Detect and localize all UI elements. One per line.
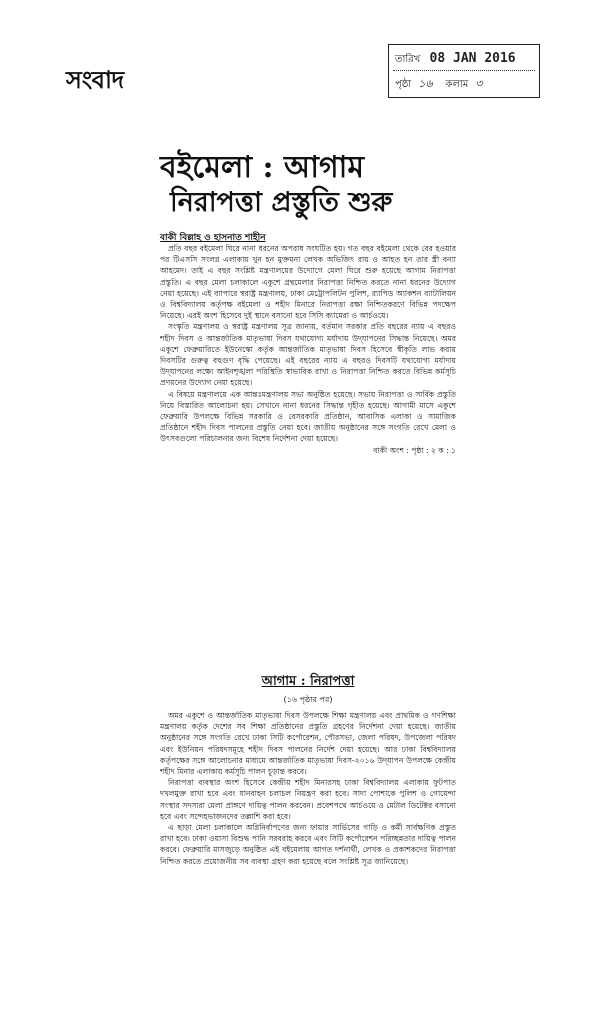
continued-section-title: আগাম : নিরাপত্তা [261,674,355,689]
stamp-column-value: ৩ [475,77,483,90]
stamp-date-label: তারিখ [395,54,421,65]
body-paragraph: সংস্কৃতি মন্ত্রণালয় ও স্বরাষ্ট্র মন্ত্রণালয় সূত্র জানায়, বর্তমান সরকার প্রতি বছরের ন্যায় এ বছরও শহীদ দিবস ও আন্তর্জাতিক মাতৃভাষা দিবস যথাযোগ্য মর্যাদায় উদ্‌যাপনের সিদ্ধান্ত নিয়েছে। অমর একুশে ফেব্রুয়ারিতে ইউনেস্কো কর্তৃক আন্তর্জাতিক মাতৃভাষা দিবস হিসেবে স্বীকৃতি লাভ করায় দিবসটির গুরুত্ব বহুগুণ বৃদ্ধি পেয়েছে। এই বছরের ন্যায় এ বছরও দিবসটি যথাযোগ্য মর্যাদায় উদ্‌যাপনের লক্ষ্যে আইনশৃঙ্খলা পরিস্থিতি স্বাভাবিক রাখা ও নিরাপত্তা নিশ্চিত করতে বিভিন্ন কর্মসূচি প্রণয়নের উদ্যোগ নেয়া হয়েছে। [160,322,456,388]
headline-line-2: নিরাপত্তা প্রস্তুতি শুরু [170,187,393,218]
stamp-page-row [395,75,483,94]
clipping-stamp [388,44,540,98]
continuation-note: বাকী অংশ : পৃষ্ঠা : ২ ক : ১ [373,445,456,455]
article-body [160,243,456,668]
continued-paragraph: নিরাপত্তা ব্যবস্থার অংশ হিসেবে কেন্দ্রীয় শহীদ মিনারসহ ঢাকা বিশ্ববিদ্যালয় এলাকায় ফুটপাত দখলমুক্ত রাখা হবে এবং যানবাহন চলাচল নিয়ন্ত্রণ করা হবে। সাদা পোশাকে পুলিশ ও গোয়েন্দা সংস্থার সদস্যরা মেলা প্রাঙ্গণে দায়িত্ব পালন করবেন। প্রবেশপথে আর্চওয়ে ও মেটাল ডিটেক্টর বসানো হবে এবং সন্দেহভাজনদের তল্লাশি করা হবে। [160,778,456,821]
stamp-column-label: কলাম [445,79,469,90]
article-byline: বাকী বিল্লাহ ও হাসনাত শাহীন [160,233,266,243]
continued-article-body [160,710,456,1010]
stamp-date-value: 08 JAN 2016 [429,51,516,66]
newspaper-masthead: সংবাদ [66,65,124,94]
body-paragraph: এ বিষয়ে মন্ত্রণালয়ে এক আন্তঃমন্ত্রণালয় সভা অনুষ্ঠিত হয়েছে। সভায় নিরাপত্তা ও সার্বিক প্রস্তুতি নিয়ে বিস্তারিত আলোচনা হয়। সেখানে নানা ধরনের সিদ্ধান্ত গৃহীত হয়েছে। আগামী মাসে একুশে ফেব্রুয়ারি উপলক্ষে বিভিন্ন সরকারি ও বেসরকারি প্রতিষ্ঠান, আবাসিক এলাকা ও সামাজিক প্রতিষ্ঠানে শহীদ দিবস পালনের প্রস্তুতি নেয়া হবে। জাতীয় অনুষ্ঠানের সঙ্গে সংগতি রেখে মেলা ও উৎসবগুলো পরিচালনার জন্য বিশেষ নির্দেশনা দেয়া হয়েছে। [160,389,456,444]
continued-section-header [160,672,456,707]
stamp-date-row [395,51,516,69]
body-paragraph: প্রতি বছর বইমেলা ঘিরে নানা ধরনের অপরাধ সংঘটিত হয়। গত বছর বইমেলা থেকে বের হওয়ার পর টিএসসি সংলগ্ন এলাকায় খুন হন মুক্তমনা লেখক অভিজিৎ রায় ও আহত হন তার স্ত্রী বন্যা আহমেদ। তাই এ বছর সংশ্লিষ্ট মন্ত্রণালয়ের উদ্যোগে মেলা ঘিরে শুরু হয়েছে আগাম নিরাপত্তা প্রস্তুতি। এ বছর মেলা চলাকালে একুশে গ্রন্থমেলার নিরাপত্তা নিশ্চিত করতে নানা ধরনের উদ্যোগ নেয়া হয়েছে। এই ব্যাপারে স্বরাষ্ট্র মন্ত্রণালয়, ঢাকা মেট্রোপলিটন পুলিশ, র‍্যাপিড অ্যাকশন ব্যাটালিয়ন ও বিশ্ববিদ্যালয় কর্তৃপক্ষ বইমেলা ও শহীদ মিনারে নিরাপত্তা রক্ষা নিশ্চিতকরণে বিভিন্ন পদক্ষেপ নিয়েছে। এরই অংশ হিসেবে দুই স্থানে বসানো হবে সিসি ক্যামেরা ও আর্চওয়ে। [160,244,456,321]
stamp-divider [393,70,535,71]
stamp-page-label: পৃষ্ঠা [395,79,412,90]
stamp-page-value: ১৬ [418,77,433,90]
headline-line-1: বইমেলা : আগাম [160,150,365,185]
continued-paragraph: অমর একুশে ও আন্তর্জাতিক মাতৃভাষা দিবস উপলক্ষে শিক্ষা মন্ত্রণালয় এবং প্রাথমিক ও গণশিক্ষা মন্ত্রণালয় কর্তৃক দেশের সব শিক্ষা প্রতিষ্ঠানের প্রস্তুতি গ্রহণের নির্দেশনা দেয়া হয়েছে। জাতীয় অনুষ্ঠানের সঙ্গে সংগতি রেখে ঢাকা সিটি কর্পোরেশন, পৌরসভা, জেলা পরিষদ, উপজেলা পরিষদ এবং ইউনিয়ন পরিষদসমূহে শহীদ দিবস পালনের নির্দেশ দেয়া হয়েছে। আর ঢাকা বিশ্ববিদ্যালয় কর্তৃপক্ষের সঙ্গে আলোচনার মাধ্যমে আন্তর্জাতিক মাতৃভাষা দিবস-২০১৬ উদ্‌যাপন উপলক্ষে কেন্দ্রীয় শহীদ মিনার এলাকায় কর্মসূচি পালন চূড়ান্ত করবে। [160,711,456,777]
continued-section-subtitle: (১৬ পৃষ্ঠার পর) [283,695,333,704]
continued-paragraph: এ ছাড়া মেলা চলাকালে অগ্নিনির্বাপণের জন্য ফায়ার সার্ভিসের গাড়ি ও কর্মী সার্বক্ষণিক প্রস্তুত রাখা হবে। ঢাকা ওয়াসা বিশুদ্ধ পানি সরবরাহ করবে এবং সিটি কর্পোরেশন পরিচ্ছন্নতার দায়িত্ব পালন করবে। ফেব্রুয়ারি মাসজুড়ে অনুষ্ঠিত এই বইমেলায় আগত দর্শনার্থী, লেখক ও প্রকাশকদের নিরাপত্তা নিশ্চিত করতে প্রয়োজনীয় সব ব্যবস্থা গ্রহণ করা হয়েছে বলে সংশ্লিষ্ট সূত্র জানিয়েছে। [160,823,456,866]
article-headline [160,150,450,220]
